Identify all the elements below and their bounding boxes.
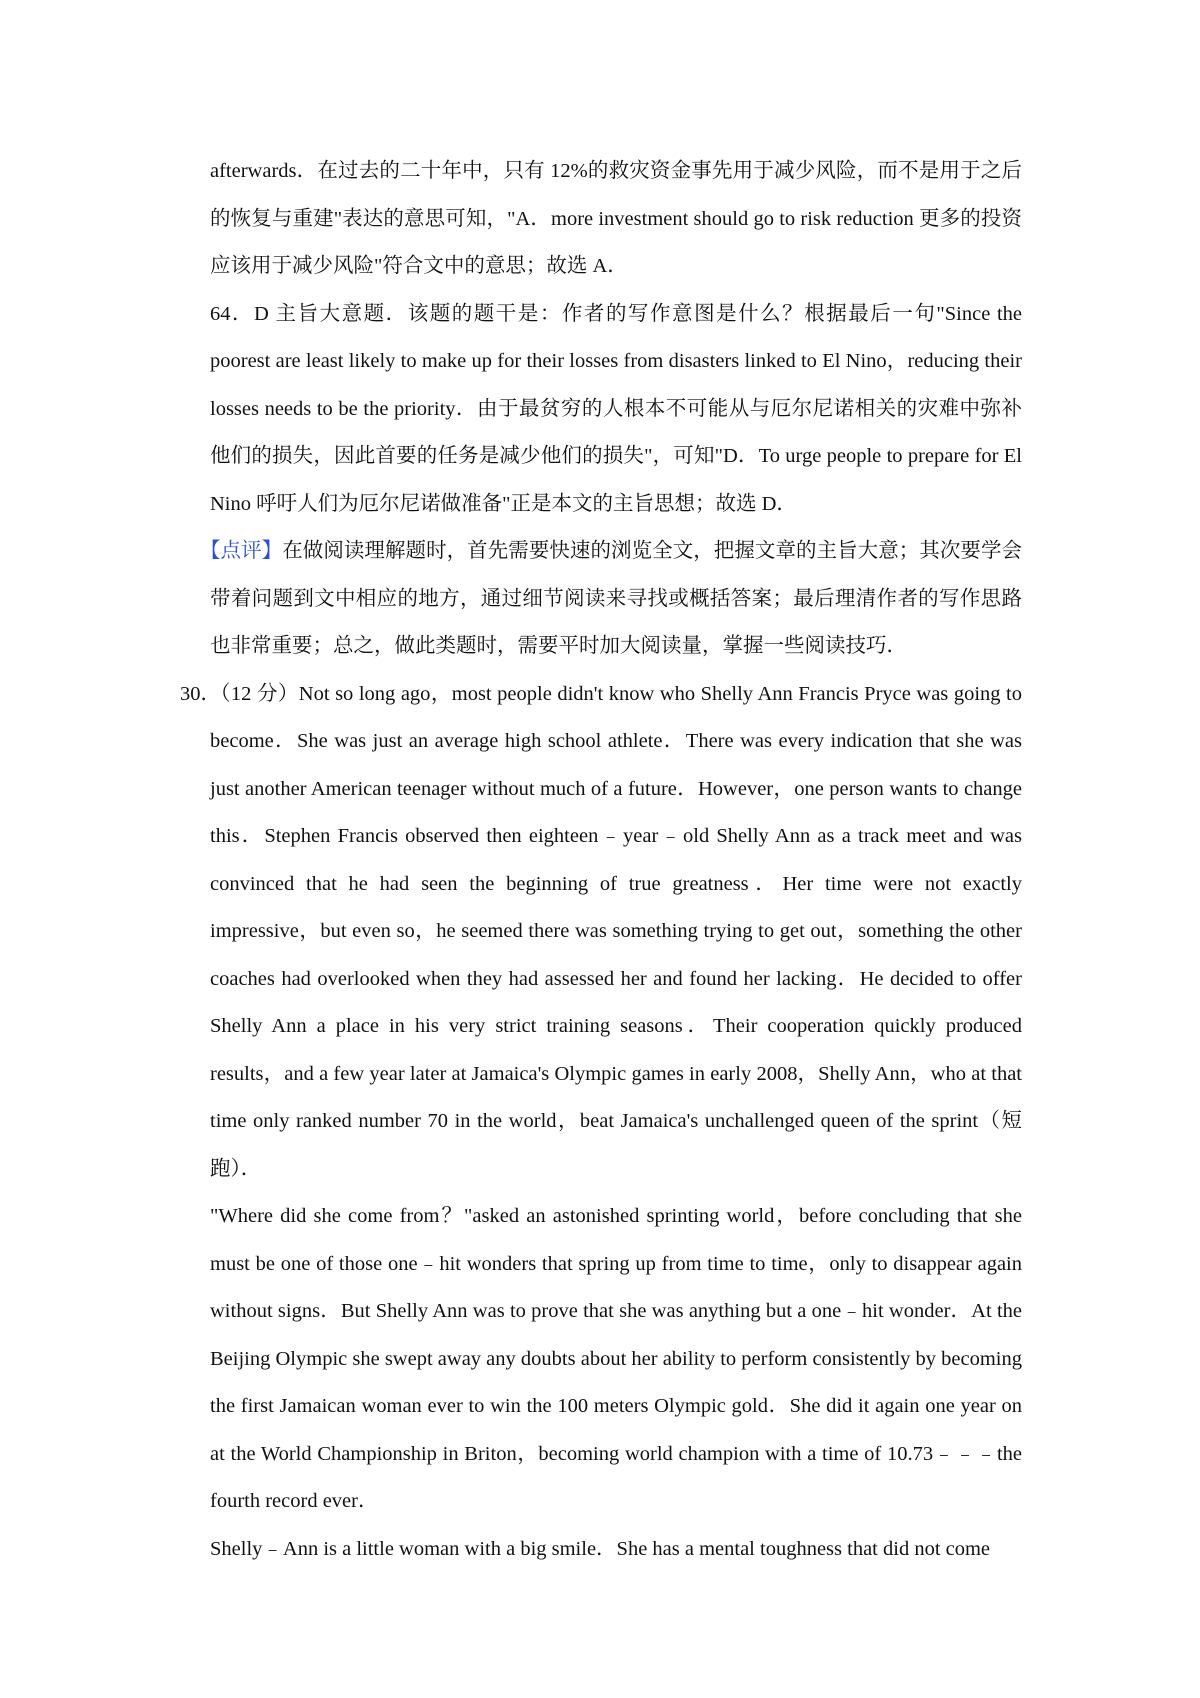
- comment-text: 在做阅读理解题时，首先需要快速的浏览全文，把握文章的主旨大意；其次要学会带着问题到文中相应的地方，通过细节阅读来寻找或概括答案；最后理清作者的写作思路也非常重要；总之，做此类题时，需要平时加大阅读量，掌握一些阅读技巧．: [210, 540, 1023, 657]
- q63-analysis-tail: afterwards．在过去的二十年中，只有 12%的救灾资金事先用于减少风险，而不是用于之后的恢复与重建"表达的意思可知，"A．more investment should go to risk reduction 更多的投资应该用于减少风险"符合文中的意思；故选 A．: [210, 160, 1022, 277]
- question-30-passage-p1: [180, 671, 1022, 1194]
- comment-paragraph: [200, 528, 1023, 671]
- question-number: 30．: [180, 682, 221, 705]
- q64-analysis: 64．D 主旨大意题．该题的题干是：作者的写作意图是什么？根据最后一句"Since the poorest are least likely to make up for their losses from disasters linked to El Nino，reducing their losses needs to be the priority．由于最贫穷的人根本不可能从与厄尔尼诺相关的灾难中弥补他们的损失，因此首要的任务是减少他们的损失"，可知"D．To urge people to prepare for El Nino 呼吁人们为厄尔尼诺做准备"正是本文的主旨思想；故选 D．: [210, 302, 1022, 515]
- comment-tag: 【点评】: [200, 540, 283, 562]
- question-30-passage-p2: "Where did she come from？"asked an astonished sprinting world，before concluding that she must be one of those one﹣hit wonders that spring up from time to time，only to disappear again without signs．But Shelly Ann was to prove that she was anything but a one﹣hit wonder．At the Beijing Olympic she swept away any doubts about her ability to perform consistently by becoming the first Jamaican woman ever to win the 100 meters Olympic gold．She did it again one year on at the World Championship in Briton，becoming world champion with a time of 10.73﹣﹣﹣the fourth record ever．: [210, 1205, 1022, 1512]
- question-score: （12 分）: [210, 682, 299, 705]
- passage-text: Not so long ago，most people didn't know who Shelly Ann Francis Pryce was going to become．She was just an average high school athlete．There was every indication that she was just another American teenager without much of a future．However，one person wants to change this．Stephen Francis observed then eighteen﹣year﹣old Shelly Ann as a track meet and was convinced that he had seen the beginning of true greatness．Her time were not exactly impressive，but even so，he seemed there was something trying to get out，something the other coaches had overlooked when they had assessed her and found her lacking．He decided to offer Shelly Ann a place in his very strict training seasons．Their cooperation quickly produced results，and a few year later at Jamaica's Olympic games in early 2008，Shelly Ann，who at that time only ranked number 70 in the world，beat Jamaica's unchallenged queen of the sprint（短跑）．: [210, 682, 1022, 1180]
- question-30-passage-p3: Shelly﹣Ann is a little woman with a big smile．She has a mental toughness that did not come: [210, 1537, 991, 1560]
- page-content: [180, 148, 1023, 1573]
